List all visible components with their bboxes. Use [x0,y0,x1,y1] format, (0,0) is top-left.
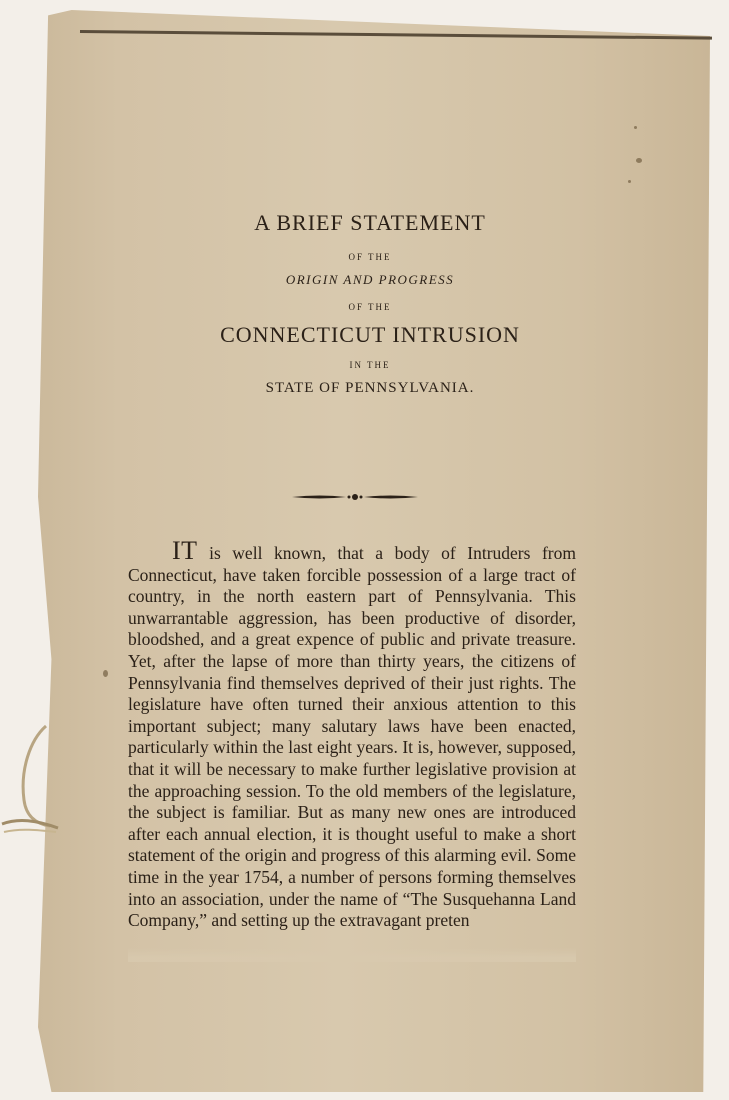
ink-spot [628,180,631,183]
page-fold-fade [128,948,576,962]
first-word: IT [172,536,198,565]
ink-spot [103,670,108,677]
ink-spot [636,158,642,163]
of-the-line: OF THE [348,302,392,312]
of-the-line: OF THE [348,252,392,262]
body-text: is well known, that a body of Intruders from Connecticut, have taken forcible possession of a large tract of country, in the north eastern part of Pennsylvania. This unwarrantable aggression, has been productive of disorder, bloodshed, and a great expence of public and private treasure. Yet, after the lapse of more than thirty years, the citizens of Pennsylvania find themselves deprived of their just rights. The legislature have often turned their anxious attention to this important subject; many salutary laws have been enacted, particularly within the last eight years. It is, however, supposed, that it will be necessary to make further legislative provision at the approaching session. To the old members of the legislature, the subject is familiar. But as many new ones are introduced after each annual election, it is thought useful to make a short statement of the origin and progress of this alarming evil. Some time in the year 1754, a number of persons forming themselves into an association, under the name of “The Susquehanna Land Company,” and setting up the extravagant preten [128,543,576,931]
title-block [120,210,590,397]
in-the-line: IN THE [349,360,391,370]
title-line-2: CONNECTICUT INTRUSION [220,322,520,347]
binding-string [0,720,70,850]
body-paragraph [128,536,576,932]
subtitle-line: ORIGIN AND PROGRESS [285,272,455,287]
title-line-1: A BRIEF STATEMENT [254,210,486,235]
title-line-3: STATE OF PENNSYLVANIA. [265,380,475,396]
ornament-divider [290,492,420,502]
ink-spot [634,126,637,129]
